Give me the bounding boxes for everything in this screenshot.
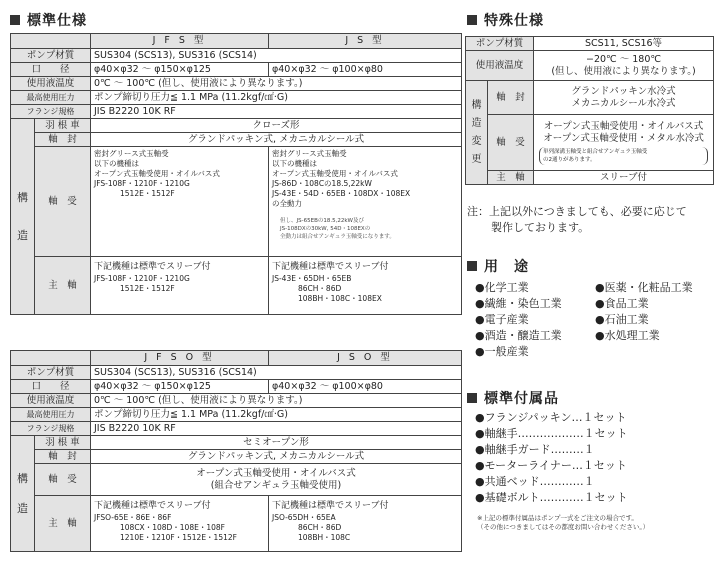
structure-label: 構 造 bbox=[11, 436, 35, 552]
bore-value-jfs: φ40×φ32 ～ φ150×φ125 bbox=[91, 63, 269, 77]
use-list-right bbox=[595, 280, 693, 344]
use-item: ● 一般産業 bbox=[475, 344, 562, 360]
use-item: ● 医薬・化粧品工業 bbox=[595, 280, 693, 296]
row-label-flange: フランジ規格 bbox=[11, 105, 91, 119]
material-value: SUS304 (SCS13), SUS316 (SCS14) bbox=[91, 366, 462, 380]
pressure-value: ポンプ締切り圧力≦ 1.1 MPa (11.2kgf/㎠·G) bbox=[91, 91, 462, 105]
special-note: 注：上記以外につきましても、必要に応じて 製作しております。 bbox=[467, 205, 687, 234]
special-row-label-shaft: 主 軸 bbox=[488, 171, 534, 185]
row-label-material: ポンプ材質 bbox=[11, 49, 91, 63]
header-jfso: J F S O 型 bbox=[91, 351, 269, 366]
standard-spec-table-jfs-js bbox=[10, 33, 462, 315]
shaft-jfso: 下記機種は標準でスリーブ付 JFSO-65E・86E・86F 108CX・108D・108E・108F 1210E・1210F・1512E・1512F bbox=[91, 496, 269, 552]
section-title-accessories: 標準付属品 bbox=[467, 388, 559, 408]
flange-value: JIS B2220 10K RF bbox=[91, 105, 462, 119]
use-item: ● 電子産業 bbox=[475, 312, 562, 328]
bore-value-js: φ40×φ32 ～ φ100×φ80 bbox=[269, 63, 462, 77]
accessory-item: ● 軸継手………………１セット bbox=[475, 426, 628, 442]
row-label-temperature: 使用液温度 bbox=[11, 77, 91, 91]
row-label-bearing: 軸 受 bbox=[35, 464, 91, 496]
row-label-bore: 口 径 bbox=[11, 380, 91, 394]
seal-value: グランドパッキン式, メカニカルシール式 bbox=[91, 450, 462, 464]
bearing-jfs: 密封グリース式玉軸受 以下の機種は オープン式玉軸受使用・オイルバス式 JFS-108F・1210F・1210G 1512E・1512F bbox=[91, 147, 269, 257]
row-label-pressure: 最高使用圧力 bbox=[11, 91, 91, 105]
bore-value-jfso: φ40×φ32 ～ φ150×φ125 bbox=[91, 380, 269, 394]
accessory-item: ● 基礎ボルト…………１セット bbox=[475, 490, 628, 506]
seal-value: グランドパッキン式, メカニカルシール式 bbox=[91, 133, 462, 147]
row-label-temperature: 使用液温度 bbox=[11, 394, 91, 408]
structure-label: 構 造 bbox=[11, 119, 35, 315]
special-row-label-temperature: 使用液温度 bbox=[466, 51, 534, 81]
section-title-special: 特殊仕様 bbox=[467, 10, 544, 30]
special-spec-table bbox=[465, 36, 714, 185]
shaft-js: 下記機種は標準でスリーブ付 JS-43E・65DH・65EB 86CH・86D 108BH・108C・108EX bbox=[269, 257, 462, 315]
shaft-jfs: 下記機種は標準でスリーブ付 JFS-108F・1210F・1210G 1512E・1512F bbox=[91, 257, 269, 315]
special-bearing-value: オープン式玉軸受使用・オイルバス式 オープン式玉軸受使用・メタル水冷式 単列深溝玉軸受と組合せアンギュラ玉軸受 の2通りがあります。 bbox=[534, 115, 714, 171]
special-material-value: SCS11, SCS16等 bbox=[534, 37, 714, 51]
accessory-footnote: ※上記の標準付属品はポンプ一式をご注文の場合です。 （その他につきましてはその都度お問い合わせください。） bbox=[477, 514, 650, 531]
row-label-seal: 軸 封 bbox=[35, 450, 91, 464]
material-value: SUS304 (SCS13), SUS316 (SCS14) bbox=[91, 49, 462, 63]
header-js: J S 型 bbox=[269, 34, 462, 49]
row-label-material: ポンプ材質 bbox=[11, 366, 91, 380]
impeller-value: クローズ形 bbox=[91, 119, 462, 133]
pressure-value: ポンプ締切り圧力≦ 1.1 MPa (11.2kgf/㎠·G) bbox=[91, 408, 462, 422]
use-item: ● 食品工業 bbox=[595, 296, 693, 312]
structure-change-label: 構 造 変 更 bbox=[466, 81, 488, 185]
shaft-jso: 下記機種は標準でスリーブ付 JSO-65DH・65EA 86CH・86D 108BH・108C bbox=[269, 496, 462, 552]
use-item: ● 繊維・染色工業 bbox=[475, 296, 562, 312]
bearing-js: 密封グリース式玉軸受 以下の機種は オープン式玉軸受使用・オイルバス式 JS-86D・108Cの18.5,22kW JS-43E・54D・65EB・108DX・108EX の全動力 但し、JS-65EBの18.5,22kW及び JS-108DXの30kW, 54D・108EXの 全動力は組合せアンギュラ玉軸受になります。 bbox=[269, 147, 462, 257]
special-seal-value: グランドパッキン水冷式 メカニカルシール水冷式 bbox=[534, 81, 714, 115]
use-item: ● 石油工業 bbox=[595, 312, 693, 328]
standard-spec-table-jfso-jso bbox=[10, 350, 462, 552]
accessory-item: ● 軸継手ガード………１ bbox=[475, 442, 628, 458]
row-label-bore: 口 径 bbox=[11, 63, 91, 77]
temperature-value: 0℃ ～ 100℃ (但し、使用液により異なります。) bbox=[91, 77, 462, 91]
row-label-pressure: 最高使用圧力 bbox=[11, 408, 91, 422]
row-label-shaft: 主 軸 bbox=[35, 257, 91, 315]
accessory-item: ● モーターライナー…１セット bbox=[475, 458, 628, 474]
special-row-label-seal: 軸 封 bbox=[488, 81, 534, 115]
header-jfs: J F S 型 bbox=[91, 34, 269, 49]
bore-value-jso: φ40×φ32 ～ φ100×φ80 bbox=[269, 380, 462, 394]
use-item: ● 化学工業 bbox=[475, 280, 562, 296]
section-title-use: 用 途 bbox=[467, 256, 529, 276]
accessory-item: ● 共通ベッド…………１ bbox=[475, 474, 628, 490]
accessory-item: ● フランジパッキン…１セット bbox=[475, 410, 628, 426]
section-title-standard: 標準仕様 bbox=[10, 10, 87, 30]
header-jso: J S O 型 bbox=[269, 351, 462, 366]
special-temperature-value: −20℃ ～ 180℃ (但し、使用液により異なります。) bbox=[534, 51, 714, 81]
row-label-flange: フランジ規格 bbox=[11, 422, 91, 436]
use-item: ● 酒造・醸造工業 bbox=[475, 328, 562, 344]
use-item: ● 水処理工業 bbox=[595, 328, 693, 344]
row-label-shaft: 主 軸 bbox=[35, 496, 91, 552]
flange-value: JIS B2220 10K RF bbox=[91, 422, 462, 436]
use-list-left bbox=[475, 280, 562, 360]
temperature-value: 0℃ ～ 100℃ (但し、使用液により異なります。) bbox=[91, 394, 462, 408]
special-shaft-value: スリーブ付 bbox=[534, 171, 714, 185]
accessory-list bbox=[475, 410, 628, 506]
special-row-label-material: ポンプ材質 bbox=[466, 37, 534, 51]
impeller-value: セミオープン形 bbox=[91, 436, 462, 450]
bearing-value: オープン式玉軸受使用・オイルバス式 (組合せアンギュラ玉軸受使用) bbox=[91, 464, 462, 496]
row-label-bearing: 軸 受 bbox=[35, 147, 91, 257]
row-label-seal: 軸 封 bbox=[35, 133, 91, 147]
special-row-label-bearing: 軸 受 bbox=[488, 115, 534, 171]
row-label-impeller: 羽 根 車 bbox=[35, 436, 91, 450]
row-label-impeller: 羽 根 車 bbox=[35, 119, 91, 133]
